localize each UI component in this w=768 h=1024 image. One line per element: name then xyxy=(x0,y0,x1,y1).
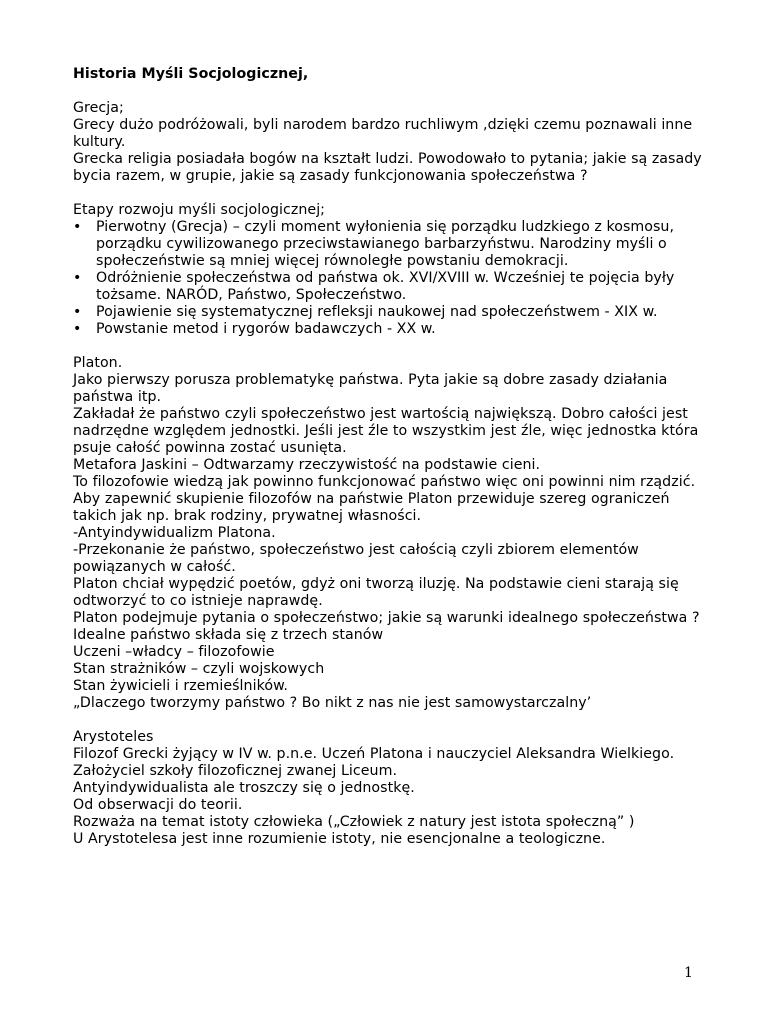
paragraph: Stan żywicieli i rzemieślników. xyxy=(73,678,288,694)
document-body xyxy=(73,66,713,848)
paragraph: -Przekonanie że państwo, społeczeństwo jest całością czyli zbiorem elementów powiązanych w całość. xyxy=(73,542,639,575)
bullet-icon: • xyxy=(73,304,82,320)
paragraph: Grecka religia posiadała bogów na kształt ludzi. Powodowało to pytania; jakie są zasady bycia razem, w grupie, jakie są zasady funkcjonowania społeczeństwa ? xyxy=(73,151,702,184)
list-item-text: Pojawienie się systematycznej refleksji naukowej nad społeczeństwem - XIX w. xyxy=(96,304,658,320)
quote: „Dlaczego tworzymy państwo ? Bo nikt z nas nie jest samowystarczalny’ xyxy=(73,695,592,711)
paragraph: Grecy dużo podróżowali, byli narodem bardzo ruchliwym ,dzięki czemu poznawali inne kultury. xyxy=(73,117,693,150)
document-title: Historia Myśli Socjologicznej, xyxy=(73,66,309,82)
paragraph: To filozofowie wiedzą jak powinno funkcjonować państwo więc oni powinni nim rządzić. xyxy=(73,474,696,490)
paragraph: Platon podejmuje pytania o społeczeństwo; jakie są warunki idealnego społeczeństwa ? xyxy=(73,610,700,626)
bullet-icon: • xyxy=(73,219,82,235)
paragraph: -Antyindywidualizm Platona. xyxy=(73,525,276,541)
paragraph: U Arystotelesa jest inne rozumienie istoty, nie esencjonalne a teologiczne. xyxy=(73,831,606,847)
paragraph: Aby zapewnić skupienie filozofów na państwie Platon przewiduje szereg ograniczeń takich jak np. brak rodziny, prywatnej własności. xyxy=(73,491,670,524)
paragraph: Antyindywidualista ale troszczy się o jednostkę. xyxy=(73,780,415,796)
section-heading-platon: Platon. xyxy=(73,355,123,371)
bullet-icon: • xyxy=(73,270,82,286)
list-item xyxy=(73,321,713,338)
paragraph: Rozważa na temat istoty człowieka („Człowiek z natury jest istota społeczną” ) xyxy=(73,814,635,830)
paragraph: Metafora Jaskini – Odtwarzamy rzeczywistość na podstawie cieni. xyxy=(73,457,541,473)
section-heading-grecja: Grecja; xyxy=(73,100,124,116)
section-etapy xyxy=(73,202,713,338)
list-item-text: Odróżnienie społeczeństwa od państwa ok. XVI/XVIII w. Wcześniej te pojęcia były tożsame. NARÓD, Państwo, Społeczeństwo. xyxy=(96,270,675,303)
blank-line xyxy=(73,185,713,202)
blank-line xyxy=(73,338,713,355)
bullet-list xyxy=(73,219,713,338)
paragraph: Filozof Grecki żyjący w IV w. p.n.e. Uczeń Platona i nauczyciel Aleksandra Wielkiego. Założyciel szkoły filozoficznej zwanej Liceum. xyxy=(73,746,675,779)
list-item-text: Pierwotny (Grecja) – czyli moment wyłonienia się porządku ludzkiego z kosmosu, porządku cywilizowanego przeciwstawianego barbarzyństwu. Narodziny myśli o społeczeństwie są mniej więcej równoległe powstaniu demokracji. xyxy=(96,219,675,269)
paragraph: Jako pierwszy porusza problematykę państwa. Pyta jakie są dobre zasady działania państwa itp. xyxy=(73,372,668,405)
paragraph: Zakładał że państwo czyli społeczeństwo jest wartością największą. Dobro całości jest nadrzędne względem jednostki. Jeśli jest źle to wszystkim jest źle, więc jednostka która psuje całość powinna zostać usunięta. xyxy=(73,406,699,456)
section-platon xyxy=(73,355,713,712)
list-item-text: Powstanie metod i rygorów badawczych - XX w. xyxy=(96,321,436,337)
section-grecja xyxy=(73,100,713,185)
list-item xyxy=(73,219,713,270)
paragraph: Od obserwacji do teorii. xyxy=(73,797,243,813)
list-item xyxy=(73,270,713,304)
paragraph: Uczeni –władcy – filozofowie xyxy=(73,644,275,660)
section-heading-arystoteles: Arystoteles xyxy=(73,729,154,745)
bullet-icon: • xyxy=(73,321,82,337)
section-heading-etapy: Etapy rozwoju myśli socjologicznej; xyxy=(73,202,326,218)
list-item xyxy=(73,304,713,321)
paragraph: Idealne państwo składa się z trzech stanów xyxy=(73,627,384,643)
paragraph: Platon chciał wypędzić poetów, gdyż oni tworzą iluzję. Na podstawie cieni starają się odtworzyć to co istnieje naprawdę. xyxy=(73,576,679,609)
paragraph: Stan strażników – czyli wojskowych xyxy=(73,661,325,677)
section-arystoteles xyxy=(73,729,713,848)
page-number: 1 xyxy=(684,965,693,981)
blank-line xyxy=(73,712,713,729)
